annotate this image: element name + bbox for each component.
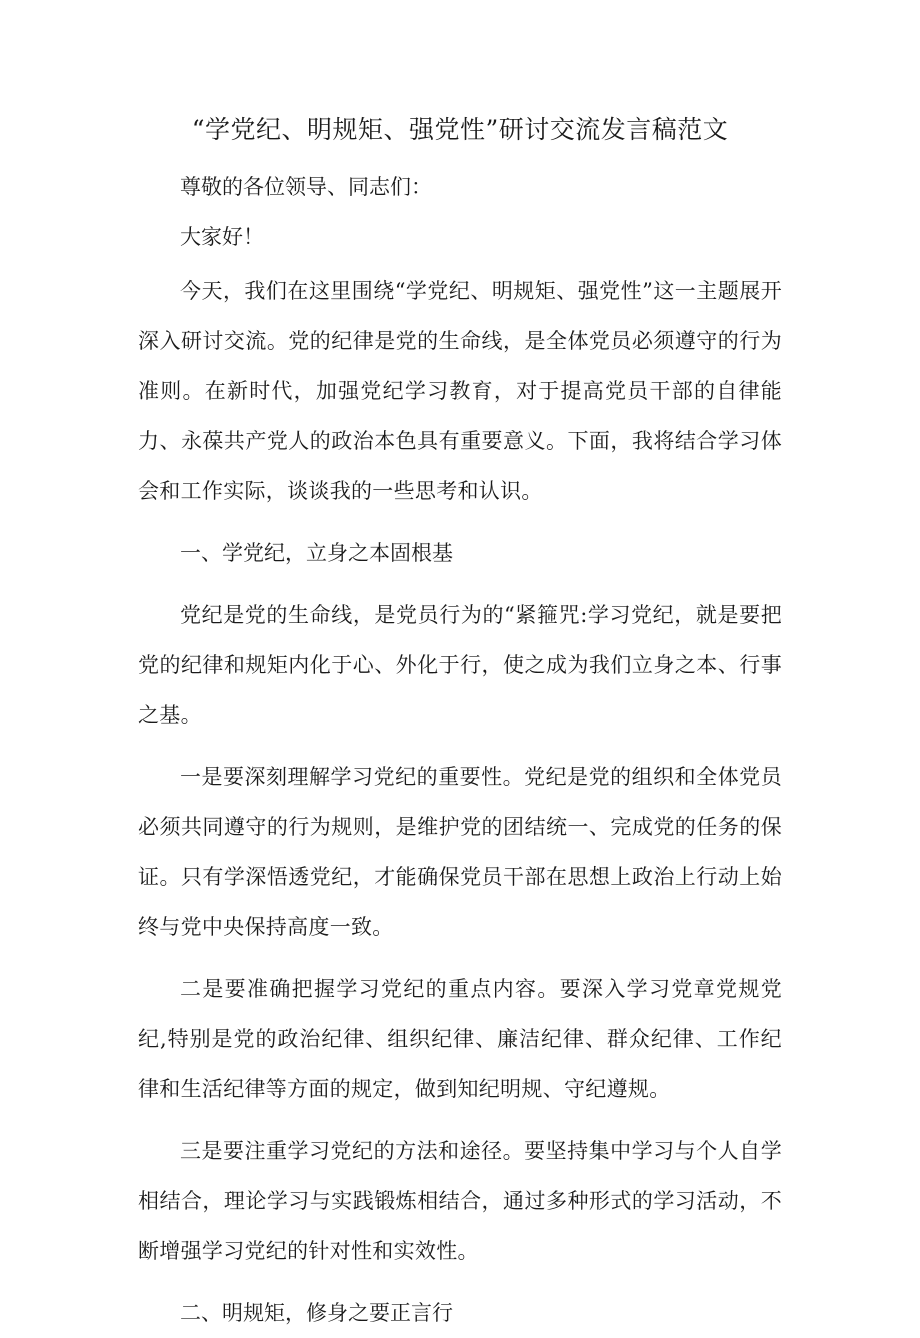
salutation: 尊敬的各位领导、同志们： xyxy=(180,175,432,199)
section-heading-2: 二、明规矩，修身之要正言行 xyxy=(180,1301,453,1325)
section-heading-1: 一、学党纪，立身之本固根基 xyxy=(180,541,453,565)
section1-paragraph-2: 一是要深刻理解学习党纪的重要性。党纪是党的组织和全体党员必须共同遵守的行为规则，是维护党的团结统一、完成党的任务的保证。只有学深悟透党纪，才能确保党员干部在思想上政治上行动上始终与党中央保持高度一致。 xyxy=(138,765,782,939)
section1-paragraph-1: 党纪是党的生命线，是党员行为的“紧箍咒:学习党纪，就是要把党的纪律和规矩内化于心、外化于行，使之成为我们立身之本、行事之基。 xyxy=(138,603,782,727)
section1-paragraph-4: 三是要注重学习党纪的方法和途径。要坚持集中学习与个人自学相结合，理论学习与实践锻炼相结合，通过多种形式的学习活动，不断增强学习党纪的针对性和实效性。 xyxy=(138,1139,782,1263)
intro-paragraph: 今天，我们在这里围绕“学党纪、明规矩、强党性”这一主题展开深入研讨交流。党的纪律是党的生命线，是全体党员必须遵守的行为准则。在新时代，加强党纪学习教育，对于提高党员干部的自律能力、永葆共产党人的政治本色具有重要意义。下面，我将结合学习体会和工作实际，谈谈我的一些思考和认识。 xyxy=(138,279,782,503)
greeting: 大家好！ xyxy=(180,225,264,249)
section1-paragraph-3: 二是要准确把握学习党纪的重点内容。要深入学习党章党规党纪,特别是党的政治纪律、组织纪律、廉洁纪律、群众纪律、工作纪律和生活纪律等方面的规定，做到知纪明规、守纪遵规。 xyxy=(138,977,782,1101)
document-title: “学党纪、明规矩、强党性”研讨交流发言稿范文 xyxy=(191,115,729,144)
